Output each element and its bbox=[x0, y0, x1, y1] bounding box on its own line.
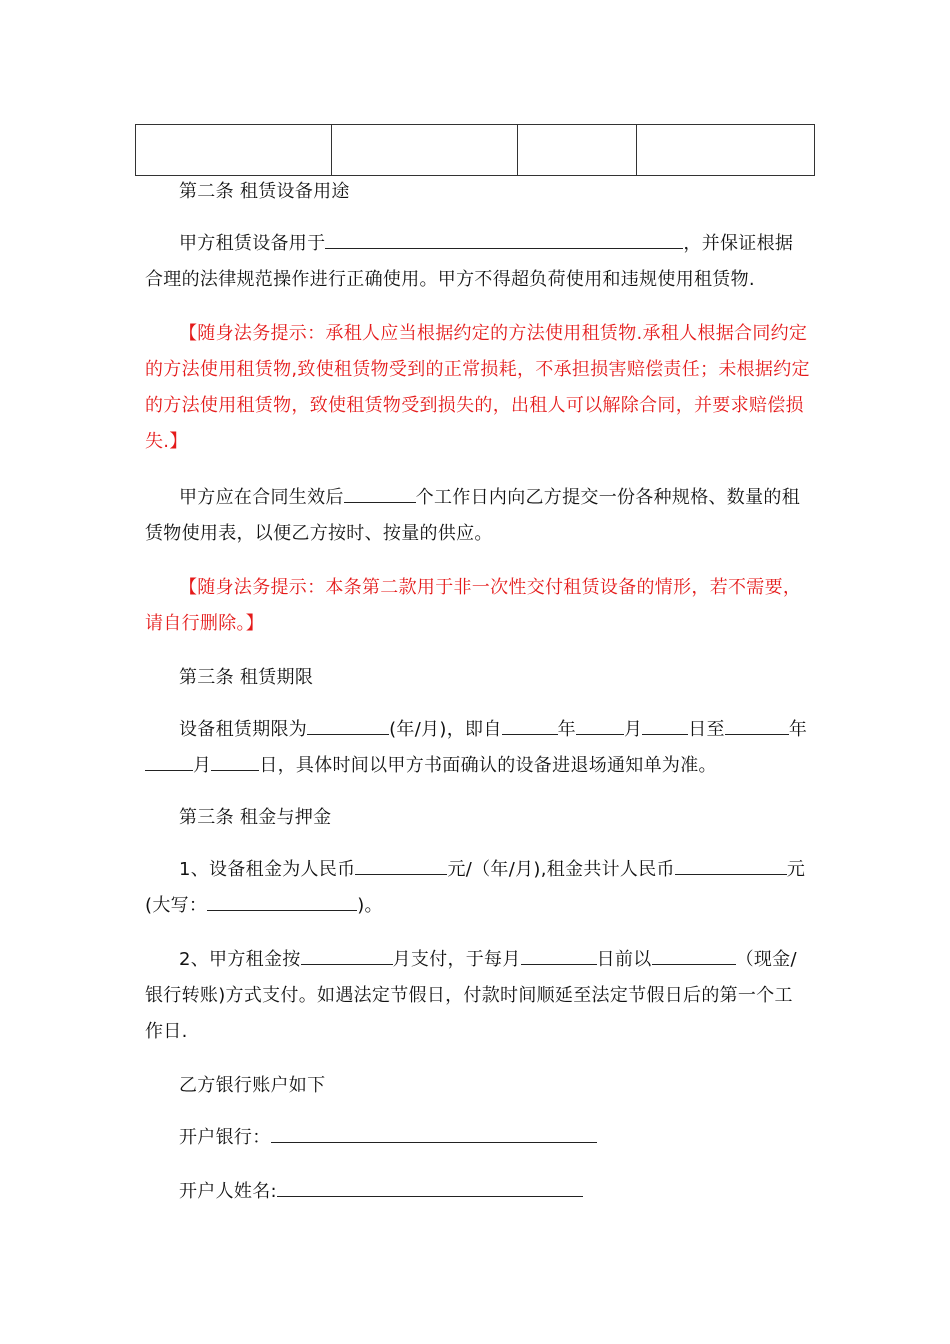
blank-start-day[interactable] bbox=[642, 714, 688, 735]
label: 开户人姓名: bbox=[179, 1181, 277, 1202]
account-holder-line bbox=[145, 1174, 810, 1210]
text: 个工作日内向乙方提交一份各种规格、数量的租赁物使用表，以便乙方按时、按量的供应。 bbox=[145, 487, 801, 544]
text: （现金/银行转账)方式支付。如遇法定节假日，付款时间顺延至法定节假日后的第一个工作日. bbox=[145, 949, 797, 1042]
article-2-title: 第二条 租赁设备用途 bbox=[179, 181, 350, 202]
text: ，并保证根据合理的法律规范操作进行正确使用。甲方不得超负荷使用和违规使用租赁物. bbox=[145, 233, 794, 290]
blank-start-year[interactable] bbox=[502, 714, 558, 735]
article-3-paragraph bbox=[145, 712, 810, 784]
table-cell bbox=[332, 125, 518, 176]
blank-usage-field[interactable] bbox=[325, 228, 683, 249]
rent-clause-2 bbox=[145, 942, 810, 1050]
blank-account-holder[interactable] bbox=[277, 1176, 583, 1197]
text: 年 bbox=[557, 719, 576, 740]
table-cell bbox=[518, 125, 637, 176]
blank-end-year[interactable] bbox=[725, 714, 789, 735]
article-2-paragraph-1 bbox=[145, 226, 810, 298]
bank-name-line bbox=[145, 1120, 810, 1156]
legal-tip-2: 【随身法务提示：本条第二款用于非一次性交付租赁设备的情形，若不需要，请自行删除。】 bbox=[145, 577, 802, 634]
table-cell bbox=[637, 125, 815, 176]
rent-clause-1 bbox=[145, 852, 810, 924]
text: 甲方应在合同生效后 bbox=[179, 487, 344, 508]
blank-pay-interval[interactable] bbox=[301, 944, 393, 965]
equipment-table-bottom-row bbox=[135, 124, 815, 176]
blank-pay-day[interactable] bbox=[521, 944, 597, 965]
blank-rent-total[interactable] bbox=[675, 854, 787, 875]
blank-workdays-field[interactable] bbox=[344, 482, 416, 503]
article-2-paragraph-2 bbox=[145, 480, 810, 552]
text: 月 bbox=[193, 755, 212, 776]
text: 年 bbox=[788, 719, 808, 740]
article-3-title: 第三条 租赁期限 bbox=[179, 667, 314, 688]
text: 日，具体时间以甲方书面确认的设备进退场通知单为准。 bbox=[259, 755, 717, 776]
text: 1、设备租金为人民币 bbox=[179, 859, 356, 880]
text: 日前以 bbox=[596, 949, 652, 970]
bank-account-intro: 乙方银行账户如下 bbox=[179, 1075, 326, 1096]
text: 日至 bbox=[688, 719, 725, 740]
blank-rent-amount[interactable] bbox=[355, 854, 447, 875]
blank-rent-uppercase[interactable] bbox=[207, 890, 357, 911]
blank-start-month[interactable] bbox=[576, 714, 624, 735]
text: (年/月)，即自 bbox=[389, 719, 502, 740]
table-row bbox=[136, 125, 815, 176]
blank-period-field[interactable] bbox=[307, 714, 389, 735]
text: 元(大写： bbox=[145, 859, 806, 916]
text: 甲方租赁设备用于 bbox=[179, 233, 326, 254]
text: 设备租赁期限为 bbox=[179, 719, 308, 740]
blank-pay-method[interactable] bbox=[652, 944, 736, 965]
article-3b-title: 第三条 租金与押金 bbox=[179, 807, 332, 828]
label: 开户银行： bbox=[179, 1127, 271, 1148]
text: 月支付，于每月 bbox=[392, 949, 521, 970]
text: )。 bbox=[357, 895, 383, 916]
text: 2、甲方租金按 bbox=[179, 949, 301, 970]
text: 元/（年/月),租金共计人民币 bbox=[447, 859, 675, 880]
blank-bank-name[interactable] bbox=[271, 1122, 597, 1143]
blank-end-month[interactable] bbox=[145, 750, 193, 771]
table-cell bbox=[136, 125, 332, 176]
legal-tip-1: 【随身法务提示：承租人应当根据约定的方法使用租赁物.承租人根据合同约定的方法使用租赁物,致使租赁物受到的正常损耗，不承担损害赔偿责任；未根据约定的方法使用租赁物，致使租赁物受到损失的，出租人可以解除合同，并要求赔偿损失.】 bbox=[145, 323, 810, 452]
text: 月 bbox=[623, 719, 643, 740]
blank-end-day[interactable] bbox=[211, 750, 259, 771]
